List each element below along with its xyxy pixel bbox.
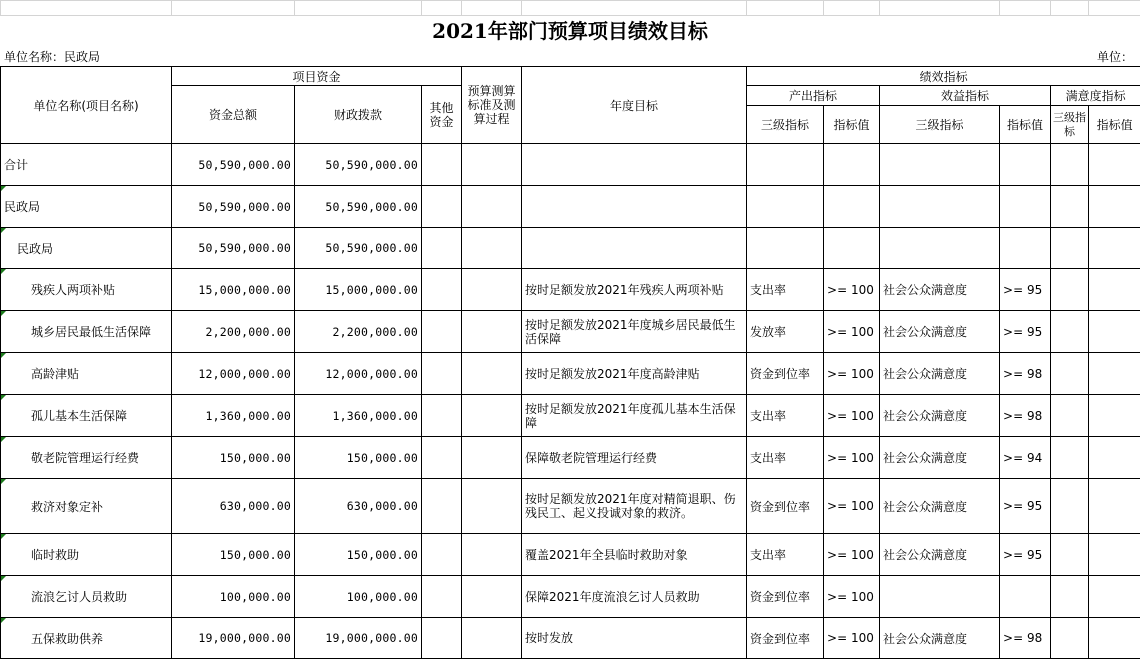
total-funds-cell: 19,000,000.00 bbox=[172, 618, 295, 659]
output-indicator-cell: 支出率 bbox=[747, 437, 824, 479]
table-row bbox=[1, 186, 1140, 228]
output-indicator-cell bbox=[747, 228, 824, 269]
benefit-value-cell: >= 98 bbox=[1000, 353, 1051, 395]
annual-goal-cell: 按时足额发放2021年度对精简退职、伤残民工、起义投诚对象的救济。 bbox=[522, 479, 747, 534]
project-name-cell: 临时救助 bbox=[1, 534, 172, 576]
output-value-cell: >= 100 bbox=[824, 479, 880, 534]
fiscal-funds-cell: 2,200,000.00 bbox=[295, 311, 422, 353]
other-funds-cell bbox=[422, 437, 462, 479]
fiscal-funds-cell: 100,000.00 bbox=[295, 576, 422, 618]
fiscal-funds-cell: 150,000.00 bbox=[295, 534, 422, 576]
output-value-cell: >= 100 bbox=[824, 269, 880, 311]
other-funds-cell bbox=[422, 618, 462, 659]
total-funds-cell: 150,000.00 bbox=[172, 437, 295, 479]
other-funds-cell bbox=[422, 311, 462, 353]
benefit-indicator-cell bbox=[880, 228, 1000, 269]
unit-name-label: 单位名称：民政局 bbox=[4, 50, 101, 64]
fiscal-funds-cell: 15,000,000.00 bbox=[295, 269, 422, 311]
benefit-value-cell bbox=[1000, 144, 1051, 186]
header-output: 产出指标 bbox=[747, 86, 880, 106]
benefit-indicator-cell: 社会公众满意度 bbox=[880, 534, 1000, 576]
output-indicator-cell: 支出率 bbox=[747, 269, 824, 311]
budget-table bbox=[0, 66, 1140, 659]
annual-goal-cell bbox=[522, 144, 747, 186]
header-level3-satisfaction: 三级指标 bbox=[1051, 106, 1089, 144]
benefit-value-cell: >= 95 bbox=[1000, 534, 1051, 576]
satisfaction-value-cell bbox=[1089, 437, 1140, 479]
other-funds-cell bbox=[422, 576, 462, 618]
satisfaction-indicator-cell bbox=[1051, 353, 1089, 395]
calc-basis-cell bbox=[462, 395, 522, 437]
total-funds-cell: 630,000.00 bbox=[172, 479, 295, 534]
header-value-benefit: 指标值 bbox=[1000, 106, 1051, 144]
page-title: 2021年部门预算项目绩效目标 bbox=[432, 19, 708, 43]
total-funds-cell: 15,000,000.00 bbox=[172, 269, 295, 311]
total-funds-cell: 12,000,000.00 bbox=[172, 353, 295, 395]
other-funds-cell bbox=[422, 269, 462, 311]
fiscal-funds-cell: 50,590,000.00 bbox=[295, 228, 422, 269]
benefit-value-cell: >= 94 bbox=[1000, 437, 1051, 479]
other-funds-cell bbox=[422, 186, 462, 228]
benefit-value-cell bbox=[1000, 186, 1051, 228]
satisfaction-value-cell bbox=[1089, 311, 1140, 353]
output-value-cell: >= 100 bbox=[824, 353, 880, 395]
table-row bbox=[1, 534, 1140, 576]
satisfaction-indicator-cell bbox=[1051, 437, 1089, 479]
fiscal-funds-cell: 19,000,000.00 bbox=[295, 618, 422, 659]
fiscal-funds-cell: 50,590,000.00 bbox=[295, 186, 422, 228]
benefit-indicator-cell bbox=[880, 186, 1000, 228]
output-indicator-cell: 资金到位率 bbox=[747, 353, 824, 395]
header-calc-basis: 预算测算标准及测算过程 bbox=[462, 67, 522, 144]
project-name-cell: 流浪乞讨人员救助 bbox=[1, 576, 172, 618]
total-funds-cell: 100,000.00 bbox=[172, 576, 295, 618]
other-funds-cell bbox=[422, 534, 462, 576]
satisfaction-value-cell bbox=[1089, 534, 1140, 576]
header-satisfaction: 满意度指标 bbox=[1051, 86, 1140, 106]
table-row bbox=[1, 395, 1140, 437]
calc-basis-cell bbox=[462, 479, 522, 534]
benefit-indicator-cell: 社会公众满意度 bbox=[880, 395, 1000, 437]
annual-goal-cell: 按时发放 bbox=[522, 618, 747, 659]
output-indicator-cell bbox=[747, 186, 824, 228]
benefit-indicator-cell bbox=[880, 576, 1000, 618]
output-indicator-cell: 资金到位率 bbox=[747, 479, 824, 534]
annual-goal-cell: 按时足额发放2021年度城乡居民最低生活保障 bbox=[522, 311, 747, 353]
output-value-cell bbox=[824, 186, 880, 228]
benefit-value-cell bbox=[1000, 576, 1051, 618]
header-other-funds: 其他资金 bbox=[422, 86, 462, 144]
satisfaction-indicator-cell bbox=[1051, 395, 1089, 437]
header-fiscal-funds: 财政拨款 bbox=[295, 86, 422, 144]
calc-basis-cell bbox=[462, 576, 522, 618]
benefit-indicator-cell: 社会公众满意度 bbox=[880, 311, 1000, 353]
header-annual-goal: 年度目标 bbox=[522, 67, 747, 144]
output-value-cell: >= 100 bbox=[824, 311, 880, 353]
annual-goal-cell: 覆盖2021年全县临时救助对象 bbox=[522, 534, 747, 576]
project-name-cell: 城乡居民最低生活保障 bbox=[1, 311, 172, 353]
calc-basis-cell bbox=[462, 269, 522, 311]
total-funds-cell: 150,000.00 bbox=[172, 534, 295, 576]
project-name-cell: 敬老院管理运行经费 bbox=[1, 437, 172, 479]
output-value-cell: >= 100 bbox=[824, 437, 880, 479]
benefit-value-cell: >= 95 bbox=[1000, 479, 1051, 534]
table-row bbox=[1, 228, 1140, 269]
table-row bbox=[1, 437, 1140, 479]
satisfaction-indicator-cell bbox=[1051, 618, 1089, 659]
output-value-cell bbox=[824, 144, 880, 186]
annual-goal-cell bbox=[522, 228, 747, 269]
table-row bbox=[1, 618, 1140, 659]
satisfaction-value-cell bbox=[1089, 618, 1140, 659]
fiscal-funds-cell: 12,000,000.00 bbox=[295, 353, 422, 395]
output-indicator-cell: 发放率 bbox=[747, 311, 824, 353]
other-funds-cell bbox=[422, 228, 462, 269]
other-funds-cell bbox=[422, 395, 462, 437]
header-project-name: 单位名称(项目名称) bbox=[1, 67, 172, 144]
header-level3-benefit: 三级指标 bbox=[880, 106, 1000, 144]
satisfaction-indicator-cell bbox=[1051, 144, 1089, 186]
satisfaction-value-cell bbox=[1089, 576, 1140, 618]
output-value-cell: >= 100 bbox=[824, 395, 880, 437]
output-indicator-cell: 资金到位率 bbox=[747, 576, 824, 618]
annual-goal-cell: 按时足额发放2021年残疾人两项补贴 bbox=[522, 269, 747, 311]
table-body bbox=[1, 144, 1140, 659]
other-funds-cell bbox=[422, 144, 462, 186]
project-name-cell: 残疾人两项补贴 bbox=[1, 269, 172, 311]
benefit-value-cell: >= 98 bbox=[1000, 395, 1051, 437]
fiscal-funds-cell: 1,360,000.00 bbox=[295, 395, 422, 437]
project-name-cell: 民政局 bbox=[1, 186, 172, 228]
output-indicator-cell: 支出率 bbox=[747, 534, 824, 576]
output-value-cell bbox=[824, 228, 880, 269]
benefit-indicator-cell: 社会公众满意度 bbox=[880, 618, 1000, 659]
calc-basis-cell bbox=[462, 144, 522, 186]
satisfaction-indicator-cell bbox=[1051, 479, 1089, 534]
annual-goal-cell: 按时足额发放2021年度高龄津贴 bbox=[522, 353, 747, 395]
annual-goal-cell: 按时足额发放2021年度孤儿基本生活保障 bbox=[522, 395, 747, 437]
header-level3: 三级指标 bbox=[747, 106, 824, 144]
table-row bbox=[1, 311, 1140, 353]
satisfaction-value-cell bbox=[1089, 228, 1140, 269]
table-row bbox=[1, 576, 1140, 618]
benefit-value-cell bbox=[1000, 228, 1051, 269]
calc-basis-cell bbox=[462, 311, 522, 353]
annual-goal-cell: 保障2021年度流浪乞讨人员救助 bbox=[522, 576, 747, 618]
calc-basis-cell bbox=[462, 228, 522, 269]
output-value-cell: >= 100 bbox=[824, 618, 880, 659]
output-indicator-cell: 支出率 bbox=[747, 395, 824, 437]
project-name-cell: 五保救助供养 bbox=[1, 618, 172, 659]
table-row bbox=[1, 144, 1140, 186]
output-value-cell: >= 100 bbox=[824, 576, 880, 618]
header-performance: 绩效指标 bbox=[747, 67, 1140, 86]
table-row bbox=[1, 353, 1140, 395]
calc-basis-cell bbox=[462, 186, 522, 228]
project-name-cell: 孤儿基本生活保障 bbox=[1, 395, 172, 437]
total-funds-cell: 1,360,000.00 bbox=[172, 395, 295, 437]
header-total-funds: 资金总额 bbox=[172, 86, 295, 144]
fiscal-funds-cell: 50,590,000.00 bbox=[295, 144, 422, 186]
header-value-satisfaction: 指标值 bbox=[1089, 106, 1140, 144]
satisfaction-indicator-cell bbox=[1051, 311, 1089, 353]
satisfaction-value-cell bbox=[1089, 186, 1140, 228]
benefit-value-cell: >= 98 bbox=[1000, 618, 1051, 659]
calc-basis-cell bbox=[462, 437, 522, 479]
calc-basis-cell bbox=[462, 353, 522, 395]
project-name-cell: 高龄津贴 bbox=[1, 353, 172, 395]
satisfaction-indicator-cell bbox=[1051, 576, 1089, 618]
unit-label: 单位： bbox=[1097, 50, 1134, 64]
table-row bbox=[1, 269, 1140, 311]
benefit-indicator-cell: 社会公众满意度 bbox=[880, 479, 1000, 534]
total-funds-cell: 50,590,000.00 bbox=[172, 228, 295, 269]
output-indicator-cell bbox=[747, 144, 824, 186]
satisfaction-value-cell bbox=[1089, 395, 1140, 437]
header-project-funds: 项目资金 bbox=[172, 67, 462, 86]
annual-goal-cell bbox=[522, 186, 747, 228]
benefit-indicator-cell: 社会公众满意度 bbox=[880, 353, 1000, 395]
project-name-cell: 民政局 bbox=[1, 228, 172, 269]
calc-basis-cell bbox=[462, 618, 522, 659]
annual-goal-cell: 保障敬老院管理运行经费 bbox=[522, 437, 747, 479]
project-name-cell: 合计 bbox=[1, 144, 172, 186]
satisfaction-indicator-cell bbox=[1051, 228, 1089, 269]
total-funds-cell: 50,590,000.00 bbox=[172, 144, 295, 186]
satisfaction-indicator-cell bbox=[1051, 269, 1089, 311]
benefit-indicator-cell bbox=[880, 144, 1000, 186]
satisfaction-value-cell bbox=[1089, 353, 1140, 395]
other-funds-cell bbox=[422, 479, 462, 534]
output-indicator-cell: 资金到位率 bbox=[747, 618, 824, 659]
total-funds-cell: 2,200,000.00 bbox=[172, 311, 295, 353]
benefit-indicator-cell: 社会公众满意度 bbox=[880, 269, 1000, 311]
satisfaction-indicator-cell bbox=[1051, 534, 1089, 576]
output-value-cell: >= 100 bbox=[824, 534, 880, 576]
total-funds-cell: 50,590,000.00 bbox=[172, 186, 295, 228]
header-value: 指标值 bbox=[824, 106, 880, 144]
satisfaction-indicator-cell bbox=[1051, 186, 1089, 228]
header-benefit: 效益指标 bbox=[880, 86, 1051, 106]
project-name-cell: 救济对象定补 bbox=[1, 479, 172, 534]
calc-basis-cell bbox=[462, 534, 522, 576]
satisfaction-value-cell bbox=[1089, 269, 1140, 311]
fiscal-funds-cell: 150,000.00 bbox=[295, 437, 422, 479]
satisfaction-value-cell bbox=[1089, 479, 1140, 534]
table-row bbox=[1, 479, 1140, 534]
satisfaction-value-cell bbox=[1089, 144, 1140, 186]
benefit-value-cell: >= 95 bbox=[1000, 311, 1051, 353]
other-funds-cell bbox=[422, 353, 462, 395]
fiscal-funds-cell: 630,000.00 bbox=[295, 479, 422, 534]
benefit-value-cell: >= 95 bbox=[1000, 269, 1051, 311]
benefit-indicator-cell: 社会公众满意度 bbox=[880, 437, 1000, 479]
